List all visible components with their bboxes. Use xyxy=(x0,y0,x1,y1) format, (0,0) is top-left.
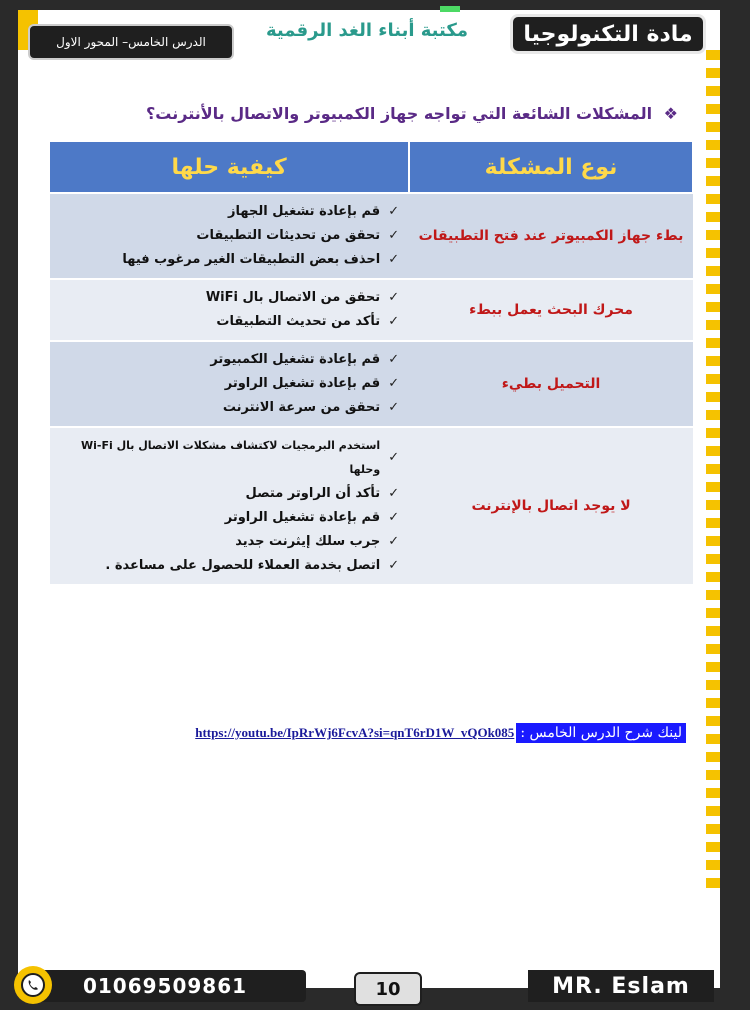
table-row xyxy=(50,279,693,341)
solution-item: ✓ اتصل بخدمة العملاء للحصول على مساعدة . xyxy=(56,554,399,578)
problem-cell: بطء جهاز الكمبيوتر عند فتح التطبيقات xyxy=(409,193,693,279)
library-title xyxy=(254,10,480,50)
heading-text: المشكلات الشائعة التي تواجه جهاز الكمبيوتر والاتصال بالأنترنت؟ xyxy=(146,104,653,123)
column-header-problem: نوع المشكلة xyxy=(409,142,693,193)
solution-item: ✓ تأكد من تحديث التطبيقات xyxy=(56,310,399,334)
solutions-cell xyxy=(50,193,409,279)
lesson-link-label: لينك شرح الدرس الخامس : xyxy=(516,723,686,743)
check-icon: ✓ xyxy=(388,290,400,305)
youtube-link[interactable]: https://youtu.be/IpRrWj6FcvA?si=qnT6rD1W_vQOk085 xyxy=(195,725,515,740)
library-title-text: مكتبة أبناء الغد الرقمية xyxy=(266,19,468,41)
lesson-tag: الدرس الخامس– المحور الاول xyxy=(28,24,234,60)
teacher-name: MR. Eslam xyxy=(528,970,714,1002)
page-number: 10 xyxy=(354,972,422,1006)
phone-number-text: 01069509861 xyxy=(82,974,248,998)
ribbon-decoration xyxy=(440,6,460,12)
column-header-solution: كيفية حلها xyxy=(50,142,409,193)
problem-cell: التحميل بطيء xyxy=(409,341,693,427)
section-heading xyxy=(58,104,678,134)
check-icon: ✓ xyxy=(388,558,400,573)
problem-cell: لا يوجد اتصال بالإنترنت xyxy=(409,427,693,584)
check-icon: ✓ xyxy=(388,400,400,415)
solutions-cell xyxy=(50,279,409,341)
check-icon: ✓ xyxy=(388,204,400,219)
check-icon: ✓ xyxy=(388,376,400,391)
phone-number xyxy=(24,970,306,1002)
check-icon: ✓ xyxy=(388,510,400,525)
problems-table xyxy=(50,142,694,584)
solution-item: ✓ تأكد أن الراوتر متصل xyxy=(56,482,399,506)
check-icon: ✓ xyxy=(388,486,400,501)
diamond-bullet-icon: ❖ xyxy=(663,104,678,123)
solution-item: ✓ تحقق من الاتصال بال WiFi xyxy=(56,286,399,310)
solutions-cell xyxy=(50,341,409,427)
check-icon: ✓ xyxy=(388,352,400,367)
check-icon: ✓ xyxy=(388,450,400,465)
table-row xyxy=(50,193,693,279)
solution-item: ✓ قم بإعادة تشغيل الراوتر xyxy=(56,506,399,530)
problem-cell: محرك البحث يعمل ببطء xyxy=(409,279,693,341)
table-row xyxy=(50,341,693,427)
check-icon: ✓ xyxy=(388,314,400,329)
solution-item: ✓ قم بإعادة تشغيل الجهاز xyxy=(56,200,399,224)
solutions-cell xyxy=(50,427,409,584)
check-icon: ✓ xyxy=(388,534,400,549)
decorative-stripes xyxy=(706,50,720,890)
footer xyxy=(18,968,720,1010)
whatsapp-icon[interactable] xyxy=(14,966,52,1004)
lesson-link-row xyxy=(74,718,686,748)
solution-item: ✓ جرب سلك إيثرنت جديد xyxy=(56,530,399,554)
check-icon: ✓ xyxy=(388,228,400,243)
solution-item: ✓ تحقق من تحديثات التطبيقات xyxy=(56,224,399,248)
solution-item: ✓ قم بإعادة تشغيل الكمبيوتر xyxy=(56,348,399,372)
solution-item: ✓ قم بإعادة تشغيل الراوتر xyxy=(56,372,399,396)
solution-item: ✓ استخدم البرمجيات لاكتشاف مشكلات الاتصال بال Wi-Fi وحلها xyxy=(80,439,400,476)
solution-item: ✓ احذف بعض التطبيقات الغير مرغوب فيها xyxy=(56,248,399,272)
solution-item: ✓ تحقق من سرعة الانترنت xyxy=(56,396,399,420)
subject-tag: مادة التكنولوجيا xyxy=(510,14,706,54)
table-row xyxy=(50,427,693,584)
document-page xyxy=(18,10,720,1000)
check-icon: ✓ xyxy=(388,252,400,267)
